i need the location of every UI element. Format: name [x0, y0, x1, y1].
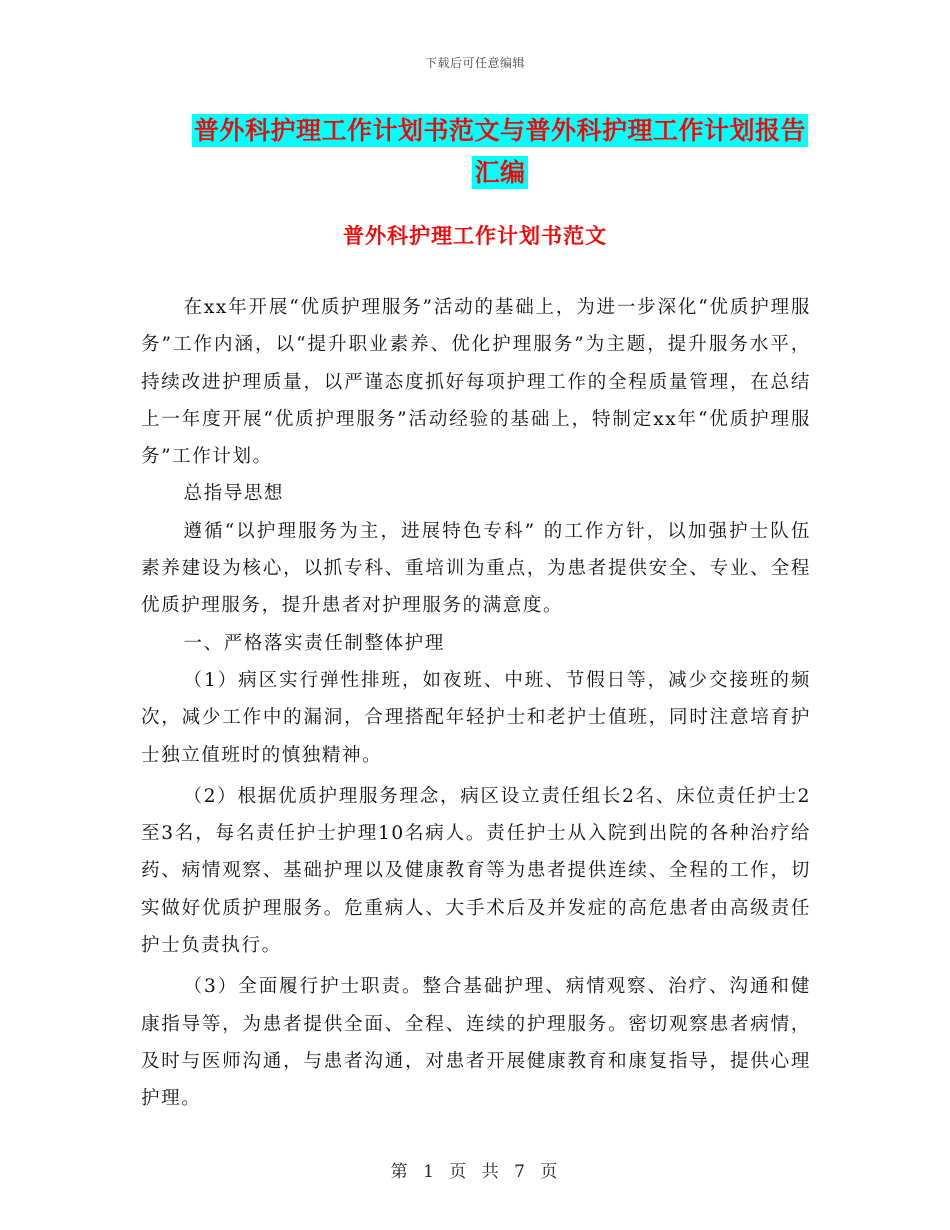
document-body — [141, 289, 811, 1118]
document-title-text: 普外科护理工作计划书范文与普外科护理工作计划报告汇编 — [193, 116, 806, 187]
paragraph-intro: 在xx年开展“优质护理服务”活动的基础上，为进一步深化“优质护理服务”工作内涵，以“提升职业素养、优化护理服务”为主题，提升服务水平，持续改进护理质量，以严谨态度抓好每项护理工作的全程质量管理，在总结上一年度开展“优质护理服务”活动经验的基础上，特制定xx年“优质护理服务”工作计划。 — [141, 297, 811, 468]
paragraph-heading-guideline: 总指导思想 — [183, 483, 285, 505]
paragraph-item-2: （2）根据优质护理服务理念，病区设立责任组长2名、床位责任护士2至3名，每名责任护士护理10名病人。责任护士从入院到出院的各种治疗给药、病情观察、基础护理以及健康教育等为患者提供连续、全程的工作，切实做好优质护理服务。危重病人、大手术后及并发症的高危患者由高级责任护士负责执行。 — [141, 785, 811, 957]
section-title: 普外科护理工作计划书范文 — [343, 224, 607, 248]
paragraph-guideline: 遵循“以护理服务为主，进展特色专科” 的工作方针，以加强护士队伍素养建设为核心，以抓专科、重培训为重点，为患者提供安全、专业、全程优质护理服务，提升患者对护理服务的满意度。 — [141, 520, 811, 617]
paragraph-item-3: （3）全面履行护士职责。整合基础护理、病情观察、治疗、沟通和健康指导等，为患者提供全面、全程、连续的护理服务。密切观察患者病情，及时与医师沟通，与患者沟通，对患者开展健康教育和康复指导，提供心理护理。 — [141, 976, 811, 1110]
paragraph-heading-section-1: 一、严格落实责任制整体护理 — [183, 632, 445, 654]
document-title — [190, 110, 810, 194]
page-footer: 第 1 页 共 7 页 — [390, 1162, 560, 1182]
paragraph-item-1: （1）病区实行弹性排班，如夜班、中班、节假日等，减少交接班的频次，减少工作中的漏洞，合理搭配年轻护士和老护士值班，同时注意培育护士独立值班时的慎独精神。 — [141, 669, 811, 766]
header-note: 下载后可任意编辑 — [424, 56, 525, 70]
